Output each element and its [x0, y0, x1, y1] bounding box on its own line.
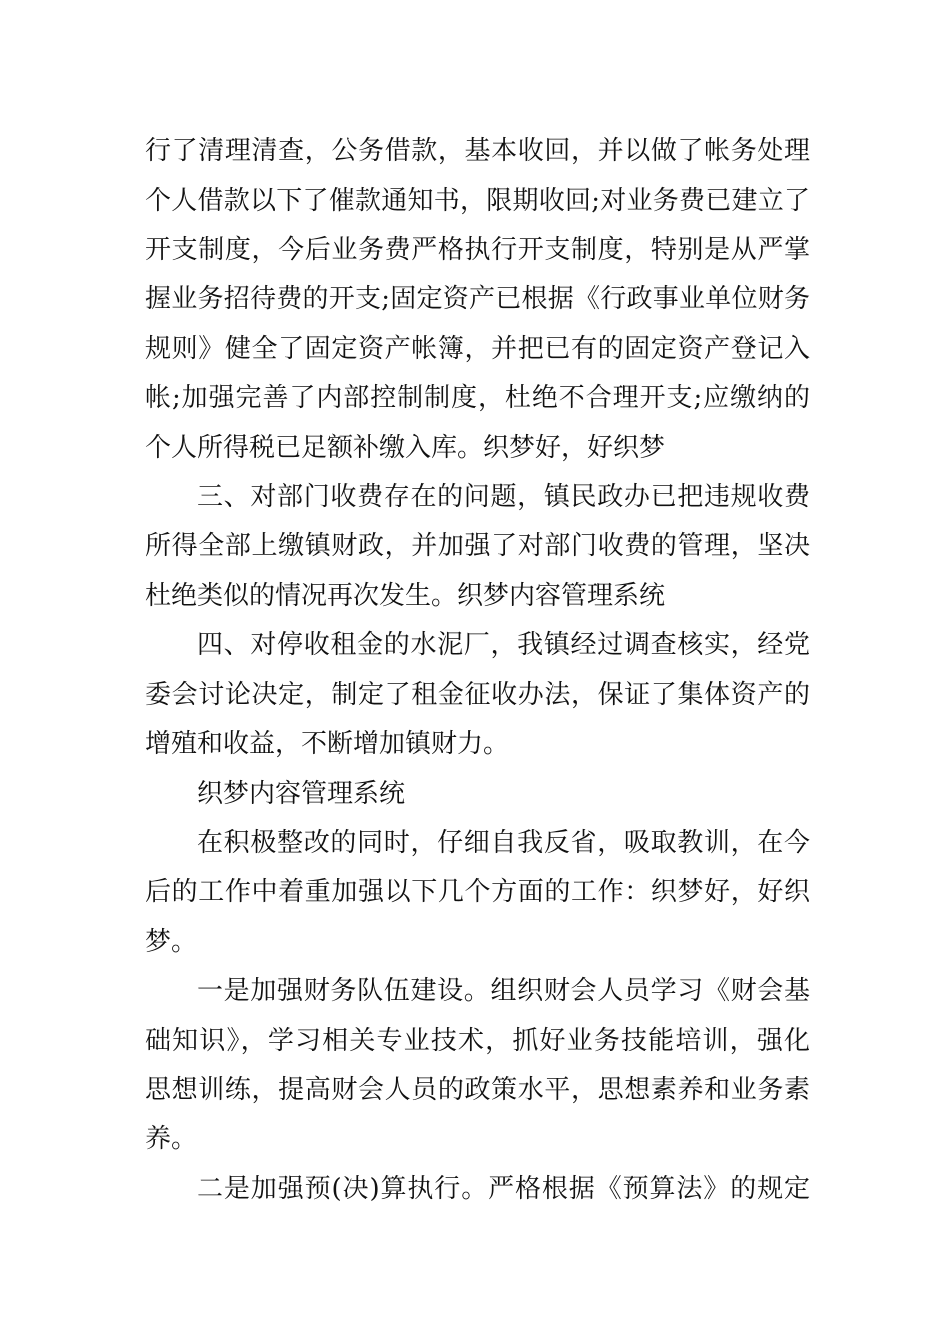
paragraph-first-line: 四、对停收租金的水泥厂，我镇经过调查核实，经党: [197, 630, 810, 660]
text-line: 梦。: [145, 927, 198, 957]
text-line: 增殖和收益，不断增加镇财力。: [145, 729, 510, 759]
text-line: 帐;加强完善了内部控制制度，杜绝不合理开支;应缴纳的: [145, 383, 810, 413]
text-line: 行了清理清查，公务借款，基本收回，并以做了帐务处理: [145, 136, 810, 166]
paragraph-first-line: 在积极整改的同时，仔细自我反省，吸取教训，在今: [197, 828, 810, 858]
text-line: 开支制度，今后业务费严格执行开支制度，特别是从严掌: [145, 235, 810, 265]
paragraph-first-line: 三、对部门收费存在的问题，镇民政办已把违规收费: [197, 482, 810, 512]
text-line: 所得全部上缴镇财政，并加强了对部门收费的管理，坚决: [145, 531, 810, 561]
text-line: 委会讨论决定，制定了租金征收办法，保证了集体资产的: [145, 680, 810, 710]
text-line: 础知识》，学习相关专业技术，抓好业务技能培训，强化: [145, 1026, 810, 1056]
text-line: 个人借款以下了催款通知书，限期收回;对业务费已建立了: [145, 186, 810, 216]
text-line: 杜绝类似的情况再次发生。织梦内容管理系统: [145, 581, 666, 611]
text-line: 个人所得税已足额补缴入库。织梦好，好织梦: [145, 433, 666, 463]
text-line: 后的工作中着重加强以下几个方面的工作：织梦好，好织: [145, 877, 810, 907]
text-line: 握业务招待费的开支;固定资产已根据《行政事业单位财务: [145, 284, 810, 314]
paragraph-first-line: 一是加强财务队伍建设。组织财会人员学习《财会基: [197, 976, 810, 1006]
text-line: 养。: [145, 1124, 198, 1154]
text-line: 规则》健全了固定资产帐簿，并把已有的固定资产登记入: [145, 334, 810, 364]
text-line: 思想训练，提高财会人员的政策水平，思想素养和业务素: [145, 1075, 810, 1105]
paragraph-first-line: 二是加强预(决)算执行。严格根据《预算法》的规定: [197, 1174, 810, 1204]
paragraph-first-line: 织梦内容管理系统: [197, 779, 406, 809]
